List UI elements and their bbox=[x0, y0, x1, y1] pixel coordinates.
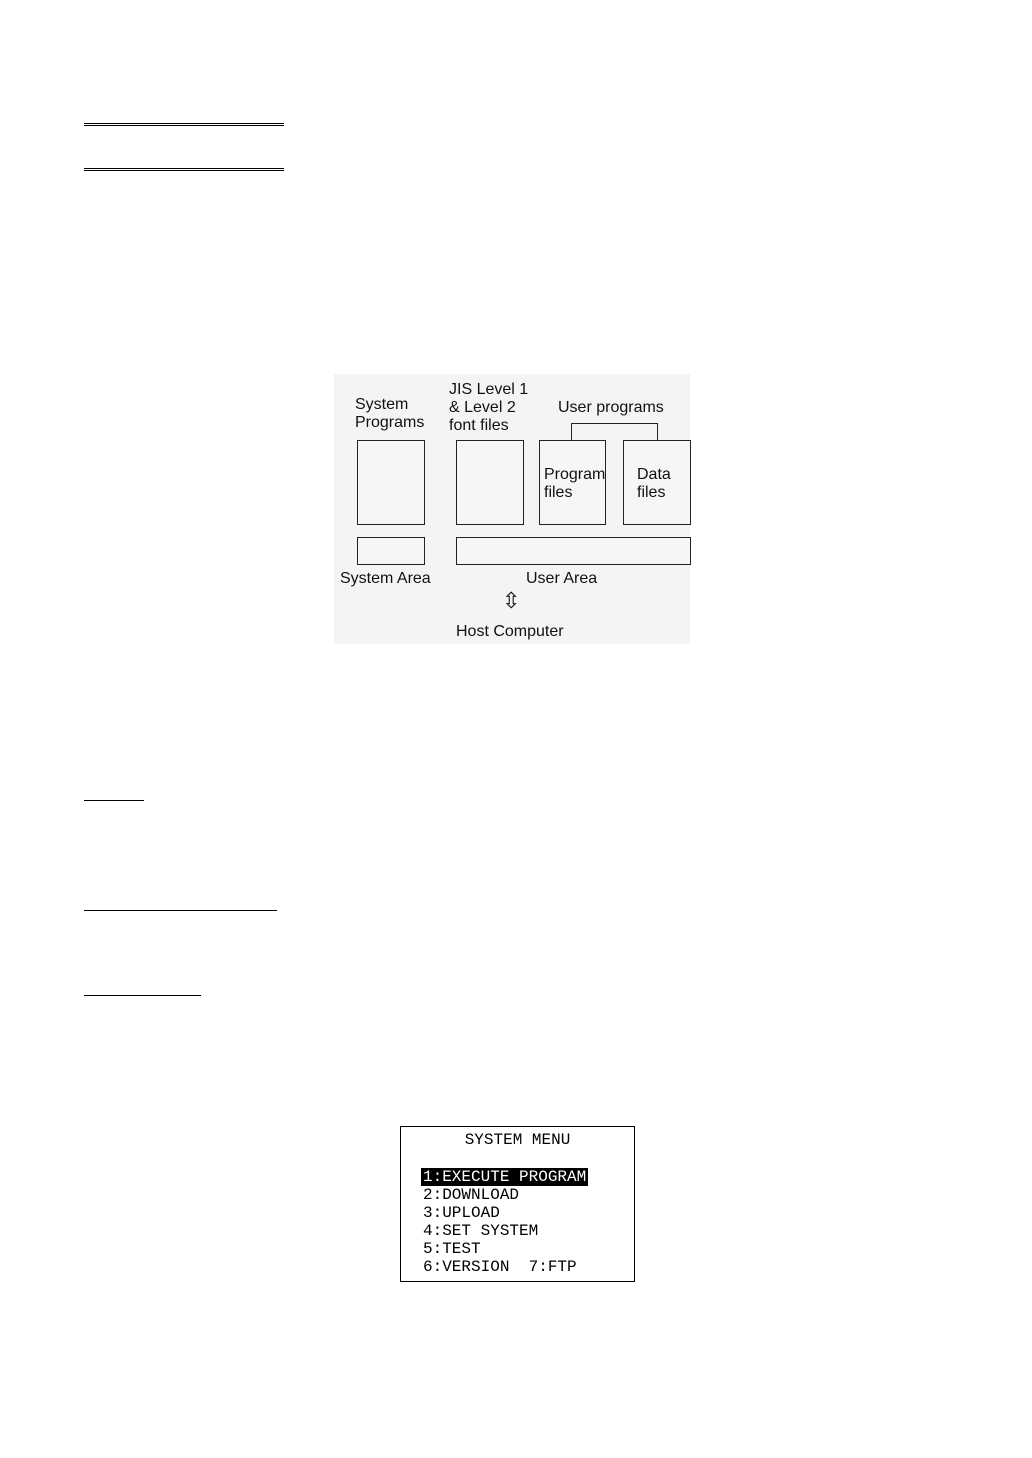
jis-font-files-label: JIS Level 1 & Level 2 font files bbox=[449, 381, 529, 434]
heading-rule-1 bbox=[84, 123, 284, 126]
host-computer-label: Host Computer bbox=[456, 623, 564, 640]
subheading-rule-3 bbox=[84, 995, 201, 996]
heading-rule-2 bbox=[84, 168, 284, 171]
menu-item-set-system[interactable]: 4:SET SYSTEM bbox=[423, 1222, 539, 1240]
system-menu-screen bbox=[400, 1126, 635, 1282]
system-area-label: System Area bbox=[340, 570, 431, 587]
subheading-rule-1 bbox=[84, 800, 144, 801]
user-area-box bbox=[456, 537, 691, 565]
system-menu-title: SYSTEM MENU bbox=[464, 1131, 571, 1149]
user-programs-label: User programs bbox=[558, 399, 664, 416]
subheading-rule-2 bbox=[84, 910, 277, 911]
data-files-box bbox=[623, 440, 691, 525]
data-files-label: Data files bbox=[637, 466, 671, 501]
font-files-box bbox=[456, 440, 524, 525]
user-area-label: User Area bbox=[526, 570, 598, 587]
program-files-label: Program files bbox=[544, 466, 606, 501]
menu-item-version-ftp[interactable]: 6:VERSION 7:FTP bbox=[423, 1258, 577, 1276]
bidirectional-arrow-icon: ⇳ bbox=[502, 588, 521, 613]
system-area-box bbox=[357, 537, 425, 565]
menu-item-upload[interactable]: 3:UPLOAD bbox=[423, 1204, 500, 1222]
menu-item-test[interactable]: 5:TEST bbox=[423, 1240, 481, 1258]
system-programs-label: System Programs bbox=[355, 396, 425, 431]
program-files-box bbox=[539, 440, 606, 525]
menu-item-label: 1:EXECUTE PROGRAM bbox=[423, 1168, 587, 1186]
menu-item-execute-program[interactable] bbox=[423, 1168, 588, 1186]
menu-item-download[interactable]: 2:DOWNLOAD bbox=[423, 1186, 520, 1204]
memory-diagram bbox=[334, 374, 690, 644]
user-programs-bracket bbox=[571, 423, 658, 440]
system-programs-box bbox=[357, 440, 425, 525]
